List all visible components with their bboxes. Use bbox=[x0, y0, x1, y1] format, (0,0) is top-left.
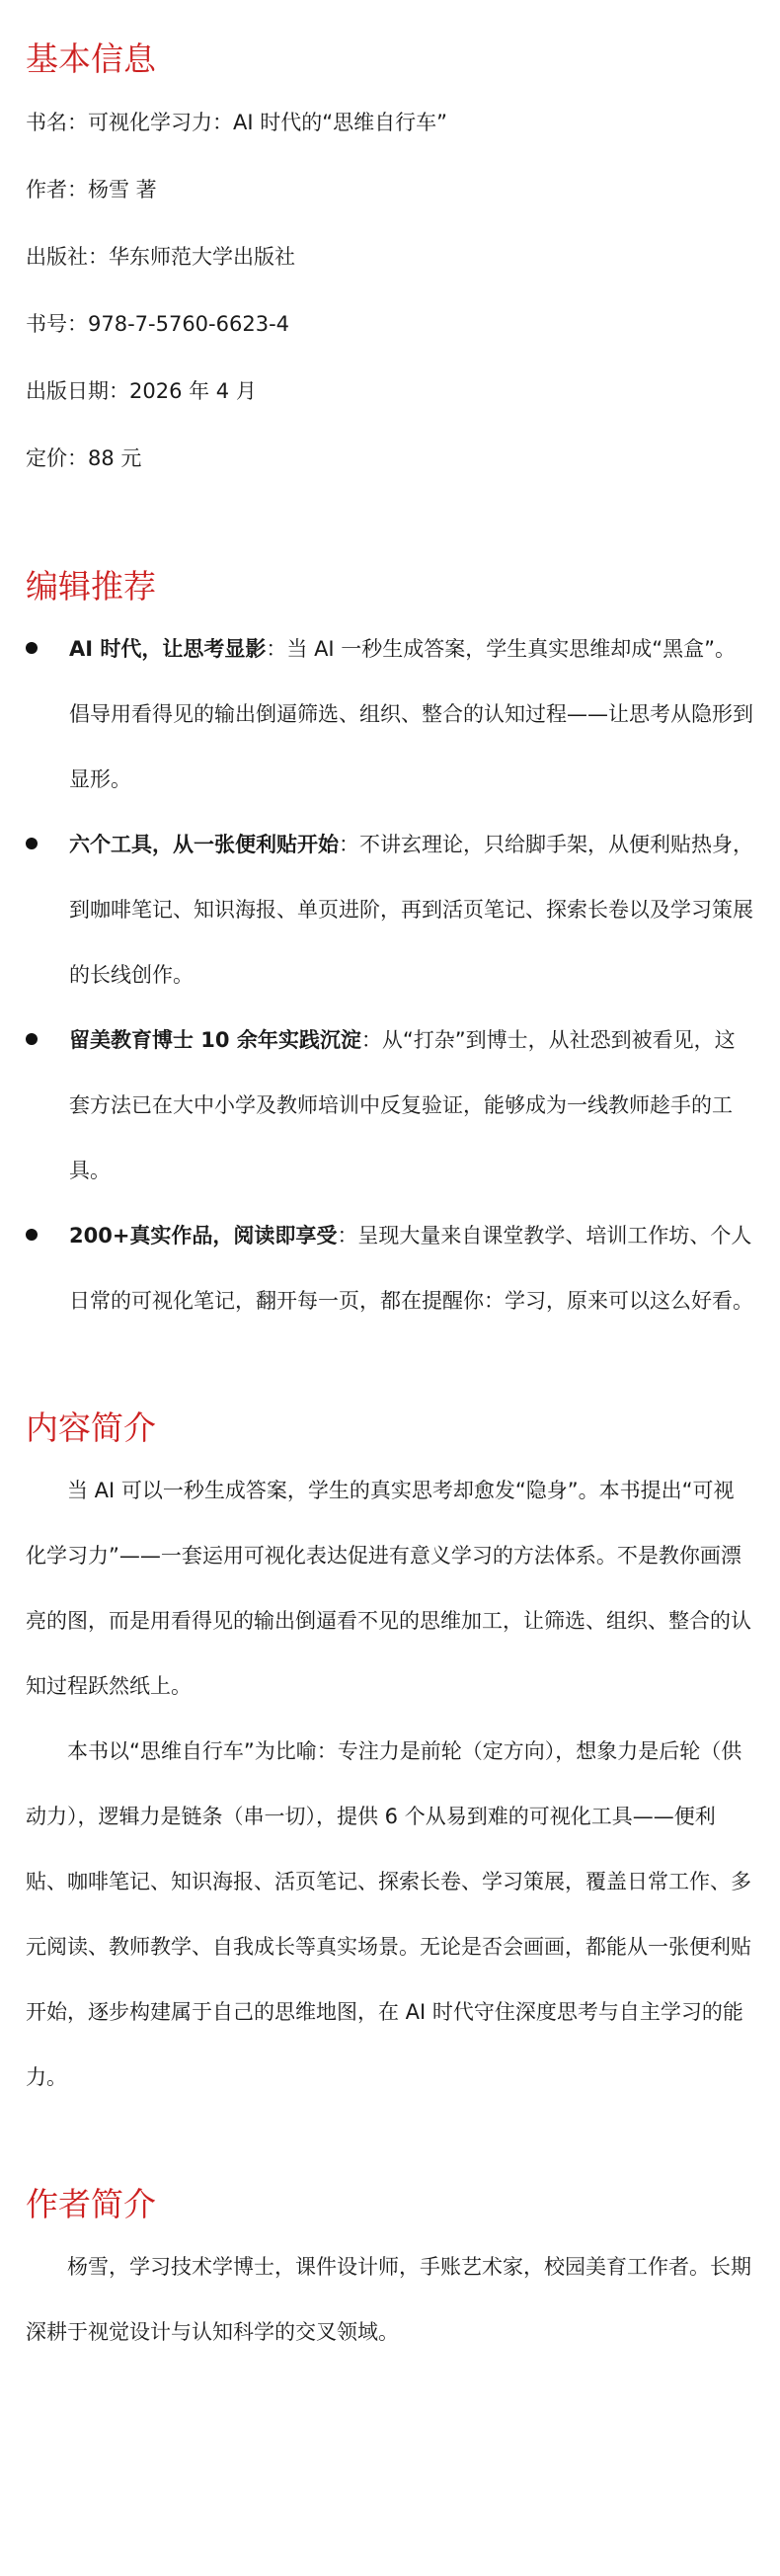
bullet-icon bbox=[26, 1229, 38, 1241]
author-intro-paragraph: 杨雪，学习技术学博士，课件设计师，手账艺术家，校园美育工作者。长期深耕于视觉设计与认知科学的交叉领域。 bbox=[26, 2255, 751, 2344]
author-intro-title: 作者简介 bbox=[26, 2185, 156, 2223]
price-line: 定价：88 元 bbox=[26, 446, 142, 470]
recommend-item-text: ：从“打杂”到博士，从社恐到被看见，这套方法已在大中小学及教师培训中反复验证，能够成为一线教师趁手的工具。 bbox=[69, 1028, 736, 1182]
author-line: 作者：杨雪 著 bbox=[26, 178, 157, 201]
bullet-icon bbox=[26, 838, 38, 849]
intro-paragraph: 当 AI 可以一秒生成答案，学生的真实思考却愈发“隐身”。本书提出“可视化学习力”——一套运用可视化表达促进有意义学习的方法体系。不是教你画漂亮的图，而是用看得见的输出倒逼看不见的思维加工，让筛选、组织、整合的认知过程跃然纸上。 bbox=[26, 1479, 751, 1698]
list-item bbox=[26, 1203, 754, 1333]
isbn-line: 书号：978-7-5760-6623-4 bbox=[26, 312, 290, 336]
section-spacer bbox=[26, 492, 754, 557]
recommend-item-heading: 六个工具，从一张便利贴开始 bbox=[69, 833, 339, 856]
recommend-item-text: ：呈现大量来自课堂教学、培训工作坊、个人日常的可视化笔记，翻开每一页，都在提醒你：学习，原来可以这么好看。 bbox=[69, 1224, 753, 1313]
recommend-item-heading: AI 时代，让思考显影 bbox=[69, 637, 267, 661]
book-title-line: 书名：可视化学习力：AI 时代的“思维自行车” bbox=[26, 111, 447, 134]
recommend-item-text: ：当 AI 一秒生成答案，学生真实思维却成“黑盒”。倡导用看得见的输出倒逼筛选、组织、整合的认知过程——让思考从隐形到显形。 bbox=[69, 637, 753, 791]
list-item bbox=[26, 812, 754, 1007]
list-item bbox=[26, 1007, 754, 1203]
publisher-line: 出版社：华东师范大学出版社 bbox=[26, 245, 295, 269]
intro-paragraph: 本书以“思维自行车”为比喻：专注力是前轮（定方向），想象力是后轮（供动力），逻辑力是链条（串一切），提供 6 个从易到难的可视化工具——便利贴、咖啡笔记、知识海报、活页笔记、探索长卷、学习策展，覆盖日常工作、多元阅读、教师教学、自我成长等真实场景。无论是否会画画，都能从一张便利贴开始，逐步构建属于自己的思维地图，在 AI 时代守住深度思考与自主学习的能力。 bbox=[26, 1739, 751, 2089]
section-spacer bbox=[26, 1333, 754, 1399]
bullet-icon bbox=[26, 642, 38, 654]
list-item bbox=[26, 616, 754, 812]
recommend-item-heading: 200+真实作品，阅读即享受 bbox=[69, 1224, 338, 1248]
section-spacer bbox=[26, 2110, 754, 2175]
intro-title: 内容简介 bbox=[26, 1409, 156, 1447]
recommend-item-text: ：不讲玄理论，只给脚手架，从便利贴热身，到咖啡笔记、知识海报、单页进阶，再到活页笔记、探索长卷以及学习策展的长线创作。 bbox=[69, 833, 753, 987]
recommend-title: 编辑推荐 bbox=[26, 567, 156, 605]
bullet-icon bbox=[26, 1033, 38, 1045]
basic-info-title: 基本信息 bbox=[26, 40, 156, 78]
recommend-list bbox=[26, 616, 754, 1333]
date-line: 出版日期：2026 年 4 月 bbox=[26, 379, 257, 403]
recommend-item-heading: 留美教育博士 10 余年实践沉淀 bbox=[69, 1028, 361, 1052]
